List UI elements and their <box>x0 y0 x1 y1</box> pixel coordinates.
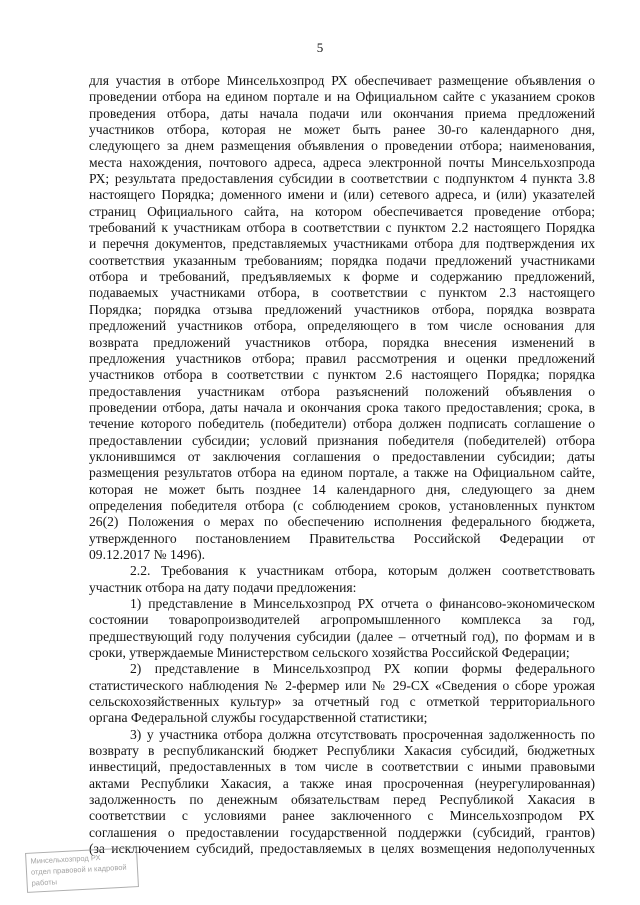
text-line: и перечня документов, представляемых участниками отбора для подтверждения их <box>89 236 595 252</box>
text-line: Порядка; порядка отзыва предложений участников отбора, порядка возврата <box>89 301 595 317</box>
text-line: сроки, утверждаемые Министерством сельского хозяйства Российской Федерации; <box>89 645 570 661</box>
registration-stamp <box>25 847 139 893</box>
text-line: предоставления участникам отбора разъяснений положений объявления о <box>89 383 595 399</box>
text-line: предоставлении субсидии; условий признания победителя (победителей) отбора <box>89 432 595 448</box>
stamp-line: отдел правовой и кадровой <box>30 862 127 877</box>
text-line: подаваемых участниками отбора, в соответствии с пунктом 2.3 настоящего <box>89 285 595 301</box>
text-line: возврата предложений участников отбора, порядка внесения изменений в <box>89 334 595 350</box>
text-line: участников отбора в соответствии с пунктом 2.6 настоящего Порядка; порядка <box>89 367 595 383</box>
stamp-line: Минсельхозпрод РХ <box>30 853 101 866</box>
text-line: для участия в отборе Минсельхозпрод РХ обеспечивает размещение объявления о <box>89 73 595 88</box>
text-line: которая не может быть позднее 14 календарного дня, следующего за днем <box>89 481 595 497</box>
text-line: течение которого победитель (победители) отбора должен подписать соглашение о <box>89 416 595 432</box>
text-line: актами Республики Хакасия, а также иная просроченная (неурегулированная) <box>89 775 595 791</box>
text-line: утвержденного постановлением Правительства Российской Федерации от <box>89 530 595 546</box>
text-line: соответствия указанным требованиям; порядка подачи предложений участниками <box>89 252 595 268</box>
text-line: 2) представление в Минсельхозпрод РХ копии формы федерального <box>130 661 595 677</box>
text-line: 1) представление в Минсельхозпрод РХ отчета о финансово-экономическом <box>130 596 595 611</box>
text-line: 2.2. Требования к участникам отбора, которым должен соответствовать <box>130 563 595 579</box>
text-line: предложения участников отбора; правил рассмотрения и оценки предложений <box>89 350 595 366</box>
text-line: места нахождения, почтового адреса, адреса электронной почты Минсельхозпрода <box>89 154 595 170</box>
text-line: 3) у участника отбора должна отсутствовать просроченная задолженность по <box>130 726 595 742</box>
page-number: 5 <box>316 40 324 55</box>
text-line: предшествующий году получения субсидии (далее – отчетный год), по формам и в <box>89 628 595 644</box>
text-line: инвестиций, предоставленных в том числе в соответствии с иными правовыми <box>89 759 595 775</box>
text-line: проведении отбора на едином портале и на Официальном сайте с указанием сроков <box>89 89 595 105</box>
text-line: участник отбора на дату подачи предложения: <box>89 579 357 595</box>
text-line: статистического наблюдения № 2-фермер или № 29-СХ «Сведения о сборе урожая <box>89 677 595 693</box>
text-line: РХ; результата предоставления субсидии в соответствии с подпунктом 4 пункта 3.8 <box>89 171 595 187</box>
text-line: размещения результатов отбора на едином портале, а также на Официальном сайте, <box>89 465 595 481</box>
stamp-line: работы <box>31 877 58 888</box>
text-line: участников отбора, которая не может быть ранее 30-го календарного дня, <box>89 122 595 138</box>
text-line: определения победителя отбора (с соблюдением сроков, установленных пунктом <box>89 497 595 513</box>
text-line: возврату в республиканский бюджет Республики Хакасия субсидий, бюджетных <box>89 743 595 759</box>
text-line: проведении отбора, даты начала и окончания срока такого предоставления; срока, в <box>89 399 595 415</box>
text-line: (за исключением субсидий, предоставляемых в целях возмещения недополученных <box>89 841 595 857</box>
text-line: состоянии товаропроизводителей агропромышленного комплекса за год, <box>89 612 595 628</box>
text-line: настоящего Порядка; доменного имени и (или) сетевого адреса, и (или) указателей <box>89 187 595 203</box>
text-line: сельскохозяйственных культур» за отчетный год с отметкой территориального <box>89 694 595 710</box>
text-line: предложений участников отбора, определяющего в том числе основания для <box>89 318 595 334</box>
text-line: отбора и требований, предъявляемых к форме и содержанию предложений, <box>89 269 595 285</box>
text-line: страниц Официального сайта, на котором обеспечивается проведение отбора; <box>89 203 595 219</box>
text-line: задолженность по денежным обязательствам перед Республикой Хакасия в <box>89 792 595 808</box>
document-body <box>89 73 595 858</box>
text-line: соглашения о предоставлении государственной поддержки (субсидий, грантов) <box>89 824 595 840</box>
text-line: уклонившимся от заключения соглашения о предоставлении субсидии; даты <box>89 448 595 464</box>
text-line: требований к участникам отбора в соответствии с пунктом 2.2 настоящего Порядка <box>89 220 595 236</box>
text-line: проведения отбора, даты начала подачи или окончания приема предложений <box>89 105 595 121</box>
text-line: следующего за днем размещения объявления о проведении отбора; наименования, <box>89 138 595 154</box>
text-line: 26(2) Положения о мерах по обеспечению исполнения федерального бюджета, <box>89 514 595 530</box>
text-line: органа Федеральной службы государственной статистики; <box>89 710 428 726</box>
text-line: 09.12.2017 № 1496). <box>89 546 206 562</box>
text-line: соответствии с условиями ранее заключенного с Минсельхозпродом РХ <box>89 808 595 824</box>
